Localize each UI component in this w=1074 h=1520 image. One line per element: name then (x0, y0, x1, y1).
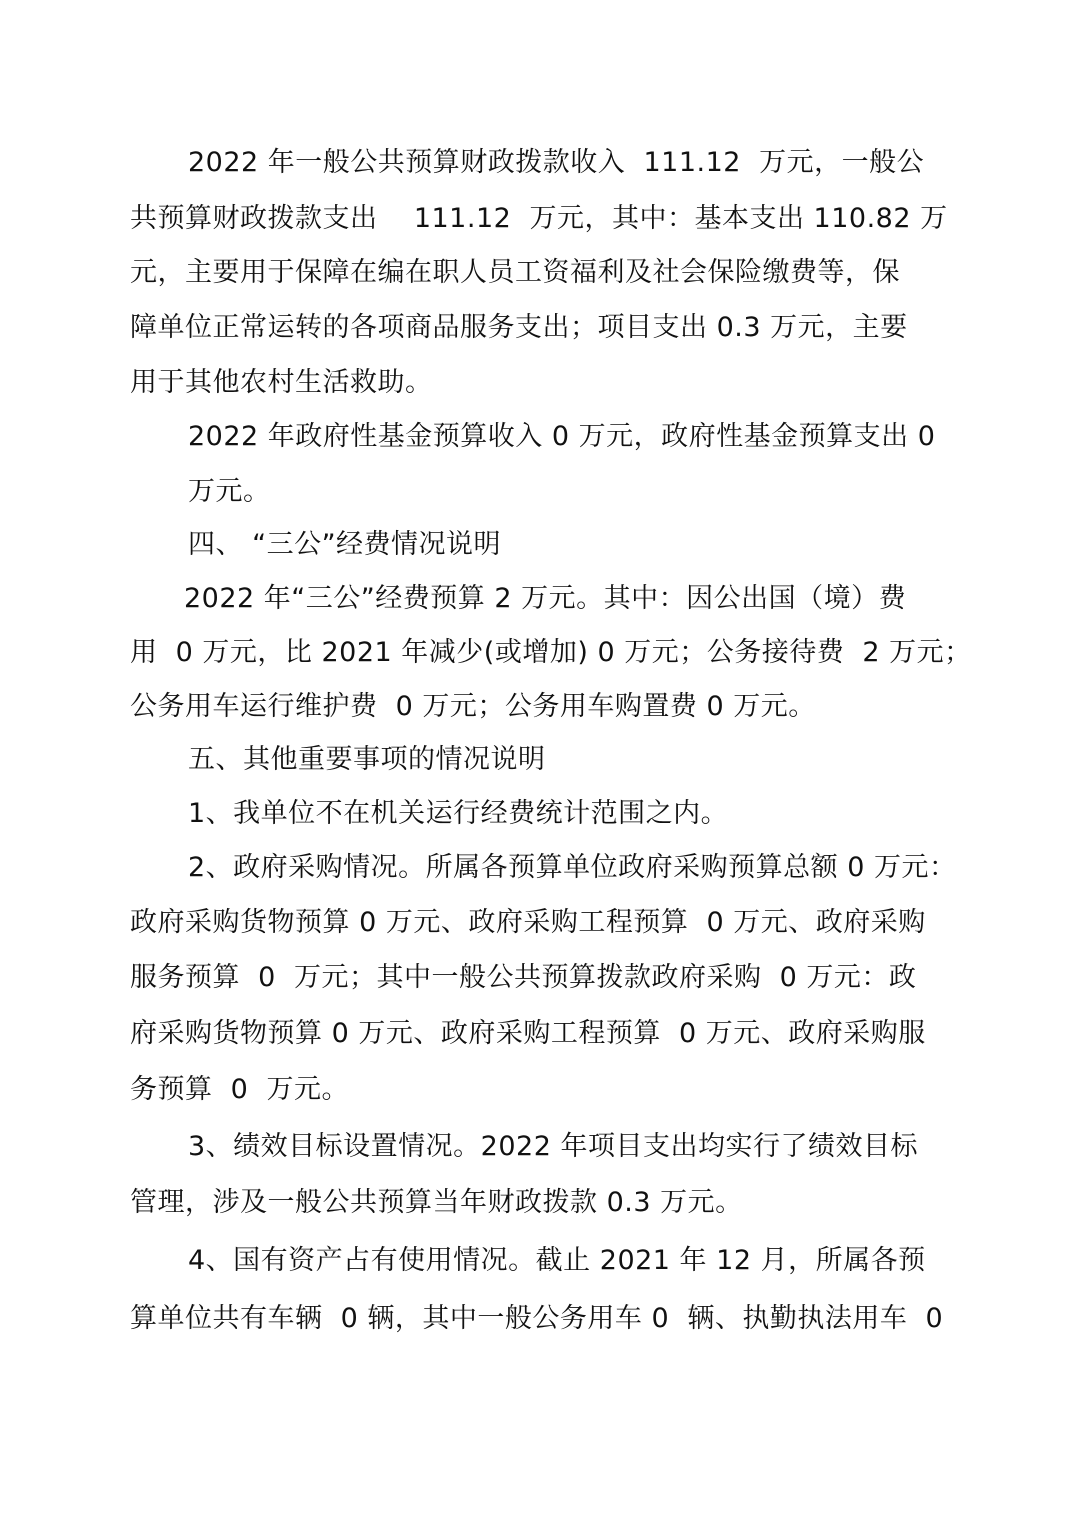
text-line: 3、绩效目标设置情况。2022 年项目支出均实行了绩效目标 (188, 1131, 918, 1162)
section-heading: 四、 “三公”经费情况说明 (188, 529, 502, 560)
text-line: 算单位共有车辆 0 辆，其中一般公务用车 0 辆、执勤执法用车 0 (130, 1303, 944, 1334)
text-line: 4、国有资产占有使用情况。截止 2021 年 12 月，所属各预 (188, 1245, 926, 1276)
text-line: 2022 年“三公”经费预算 2 万元。其中：因公出国（境）费 (184, 583, 907, 614)
text-line: 2、政府采购情况。所属各预算单位政府采购预算总额 0 万元： (188, 852, 957, 883)
text-line: 管理，涉及一般公共预算当年财政拨款 0.3 万元。 (130, 1187, 743, 1218)
text-line: 务预算 0 万元。 (130, 1074, 350, 1105)
section-heading: 五、其他重要事项的情况说明 (188, 744, 546, 775)
text-line: 服务预算 0 万元；其中一般公共预算拨款政府采购 0 万元：政 (130, 962, 917, 993)
text-line: 万元。 (188, 476, 271, 507)
text-line: 政府采购货物预算 0 万元、政府采购工程预算 0 万元、政府采购 (130, 907, 926, 938)
text-line: 公务用车运行维护费 0 万元；公务用车购置费 0 万元。 (130, 691, 816, 722)
text-line: 府采购货物预算 0 万元、政府采购工程预算 0 万元、政府采购服 (130, 1018, 926, 1049)
text-line: 共预算财政拨款支出 111.12 万元，其中：基本支出 110.82 万 (130, 203, 948, 234)
text-line: 元，主要用于保障在编在职人员工资福利及社会保险缴费等，保 (130, 257, 900, 288)
text-line: 障单位正常运转的各项商品服务支出；项目支出 0.3 万元，主要 (130, 312, 908, 343)
text-line: 用 0 万元，比 2021 年减少(或增加) 0 万元；公务接待费 2 万元； (130, 637, 972, 668)
text-line: 用于其他农村生活救助。 (130, 367, 433, 398)
text-line: 2022 年政府性基金预算收入 0 万元，政府性基金预算支出 0 (188, 421, 936, 452)
text-line: 1、我单位不在机关运行经费统计范围之内。 (188, 798, 729, 829)
text-line: 2022 年一般公共预算财政拨款收入 111.12 万元，一般公 (188, 147, 925, 178)
